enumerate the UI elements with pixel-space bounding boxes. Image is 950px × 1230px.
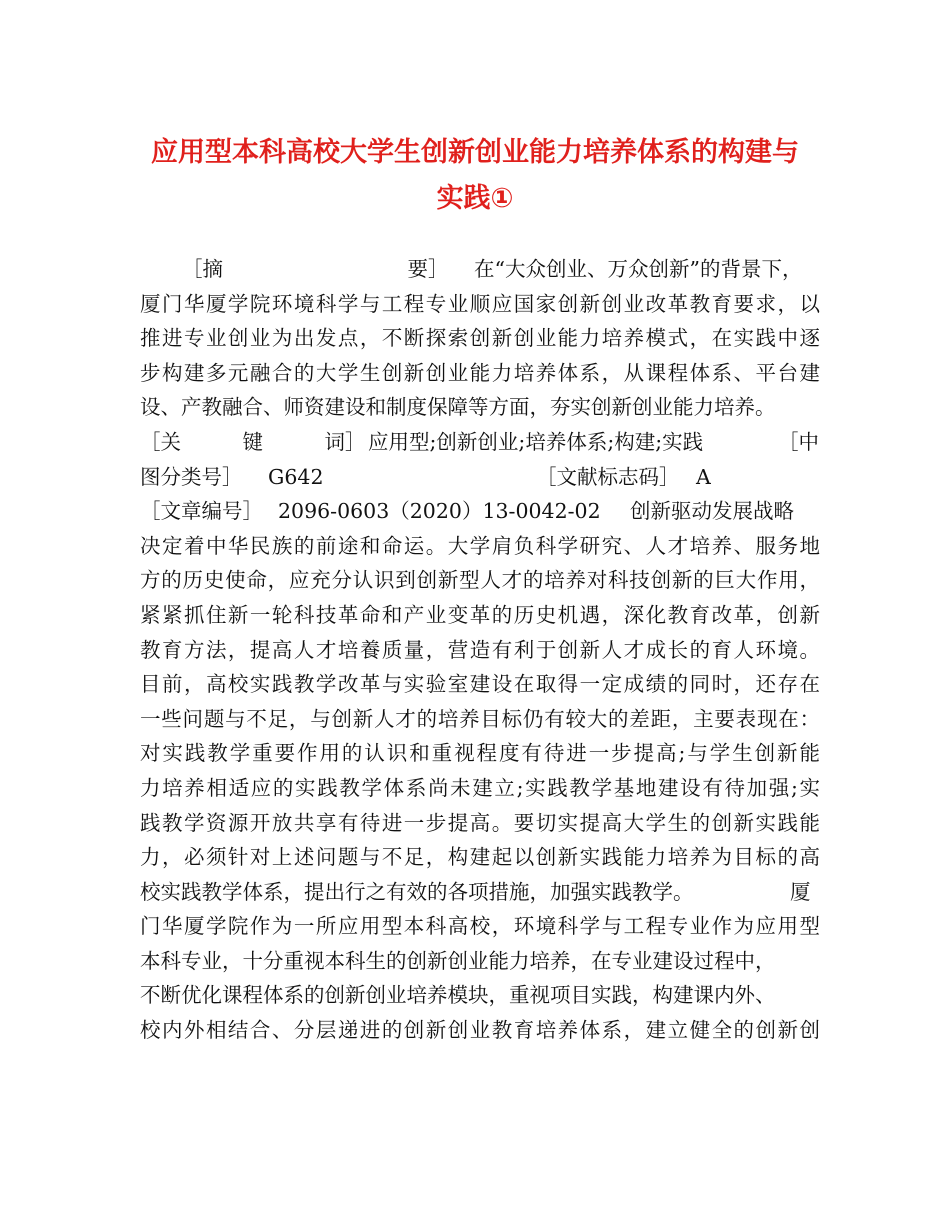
body-text-1: 创新驱动发展战略 bbox=[630, 499, 794, 524]
abstract-line-1 bbox=[140, 252, 820, 287]
body-line-10: 践教学资源开放共享有待进一步提高。要切实提高大学生的创新实践能 bbox=[140, 810, 820, 835]
article-number-line bbox=[140, 494, 820, 529]
body-line-7: 一些问题与不足，与创新人才的培养目标仍有较大的差距，主要表现在： bbox=[140, 706, 820, 731]
body-line-5: 教育方法，提高人才培養质量，营造有利于创新人才成长的育人环境。 bbox=[140, 637, 820, 662]
body-line-8: 对实践教学重要作用的认识和重视程度有待进一步提高;与学生创新能 bbox=[140, 741, 820, 766]
doc-code-label: ［文献标志码］ bbox=[536, 464, 680, 489]
abstract-text-1: 在“大众创业、万众创新”的背景下， bbox=[474, 257, 803, 281]
clc-label-part-2: 图分类号］ bbox=[140, 464, 243, 489]
abstract-line-2: 厦门华厦学院环境科学与工程专业顺应国家创新创业改革教育要求，以 bbox=[140, 291, 820, 316]
article-title-line-1: 应用型本科高校大学生创新创业能力培养体系的构建与 bbox=[151, 137, 799, 168]
article-title-line-2: 实践① bbox=[436, 183, 514, 214]
keywords-value: 应用型;创新创业;培养体系;构建;实践 bbox=[368, 429, 704, 454]
body-text-12b: 厦 bbox=[790, 879, 811, 904]
article-no-label: ［文章编号］ bbox=[140, 499, 263, 524]
body-line-16: 校内外相结合、分层递进的创新创业教育培养体系，建立健全的创新创 bbox=[140, 1018, 820, 1043]
body-line-3: 方的历史使命，应充分认识到创新型人才的培养对科技创新的巨大作用， bbox=[140, 568, 820, 593]
body-line-14: 本科专业，十分重视本科生的创新创业能力培养，在专业建设过程中， bbox=[140, 948, 776, 973]
abstract-line-3: 推进专业创业为出发点，不断探索创新创业能力培养模式，在实践中逐 bbox=[140, 326, 820, 351]
body-line-6: 目前，高校实践教学改革与实验室建设在取得一定成绩的同时，还存在 bbox=[140, 672, 820, 697]
clc-label-part-1: ［中 bbox=[778, 429, 819, 454]
article-no-value: 2096-0603（2020）13-0042-02 bbox=[278, 499, 601, 524]
keywords-line bbox=[140, 425, 820, 460]
body-line-12 bbox=[140, 875, 820, 910]
body-text-12: 校实践教学体系，提出行之有效的各项措施，加强实践教学。 bbox=[140, 879, 694, 904]
abstract-line-4: 步构建多元融合的大学生创新创业能力培养体系，从课程体系、平台建 bbox=[140, 360, 820, 385]
body-line-11: 力，必须针对上述问题与不足，构建起以创新实践能力培养为目标的高 bbox=[140, 845, 820, 870]
body-line-2: 决定着中华民族的前途和命运。大学肩负科学研究、人才培养、服务地 bbox=[140, 533, 820, 558]
article-body bbox=[140, 252, 820, 1048]
clc-value: G642 bbox=[268, 464, 324, 489]
keywords-label: ［关 键 词］ bbox=[140, 429, 366, 454]
body-line-9: 力培养相适应的实践教学体系尚未建立;实践教学基地建设有待加强;实 bbox=[140, 775, 820, 800]
abstract-label: ［摘 要］ bbox=[182, 257, 449, 281]
body-line-13: 门华厦学院作为一所应用型本科高校，环境科学与工程专业作为应用型 bbox=[140, 914, 820, 939]
abstract-line-5: 设、产教融合、师资建设和制度保障等方面，夯实创新创业能力培养。 bbox=[140, 395, 776, 420]
classification-line bbox=[140, 460, 820, 495]
body-line-15: 不断优化课程体系的创新创业培养模块，重视项目实践，构建课内外、 bbox=[140, 983, 776, 1008]
body-line-4: 紧紧抓住新一轮科技革命和产业变革的历史机遇，深化教育改革，创新 bbox=[140, 602, 820, 627]
doc-code-value: A bbox=[696, 464, 711, 489]
